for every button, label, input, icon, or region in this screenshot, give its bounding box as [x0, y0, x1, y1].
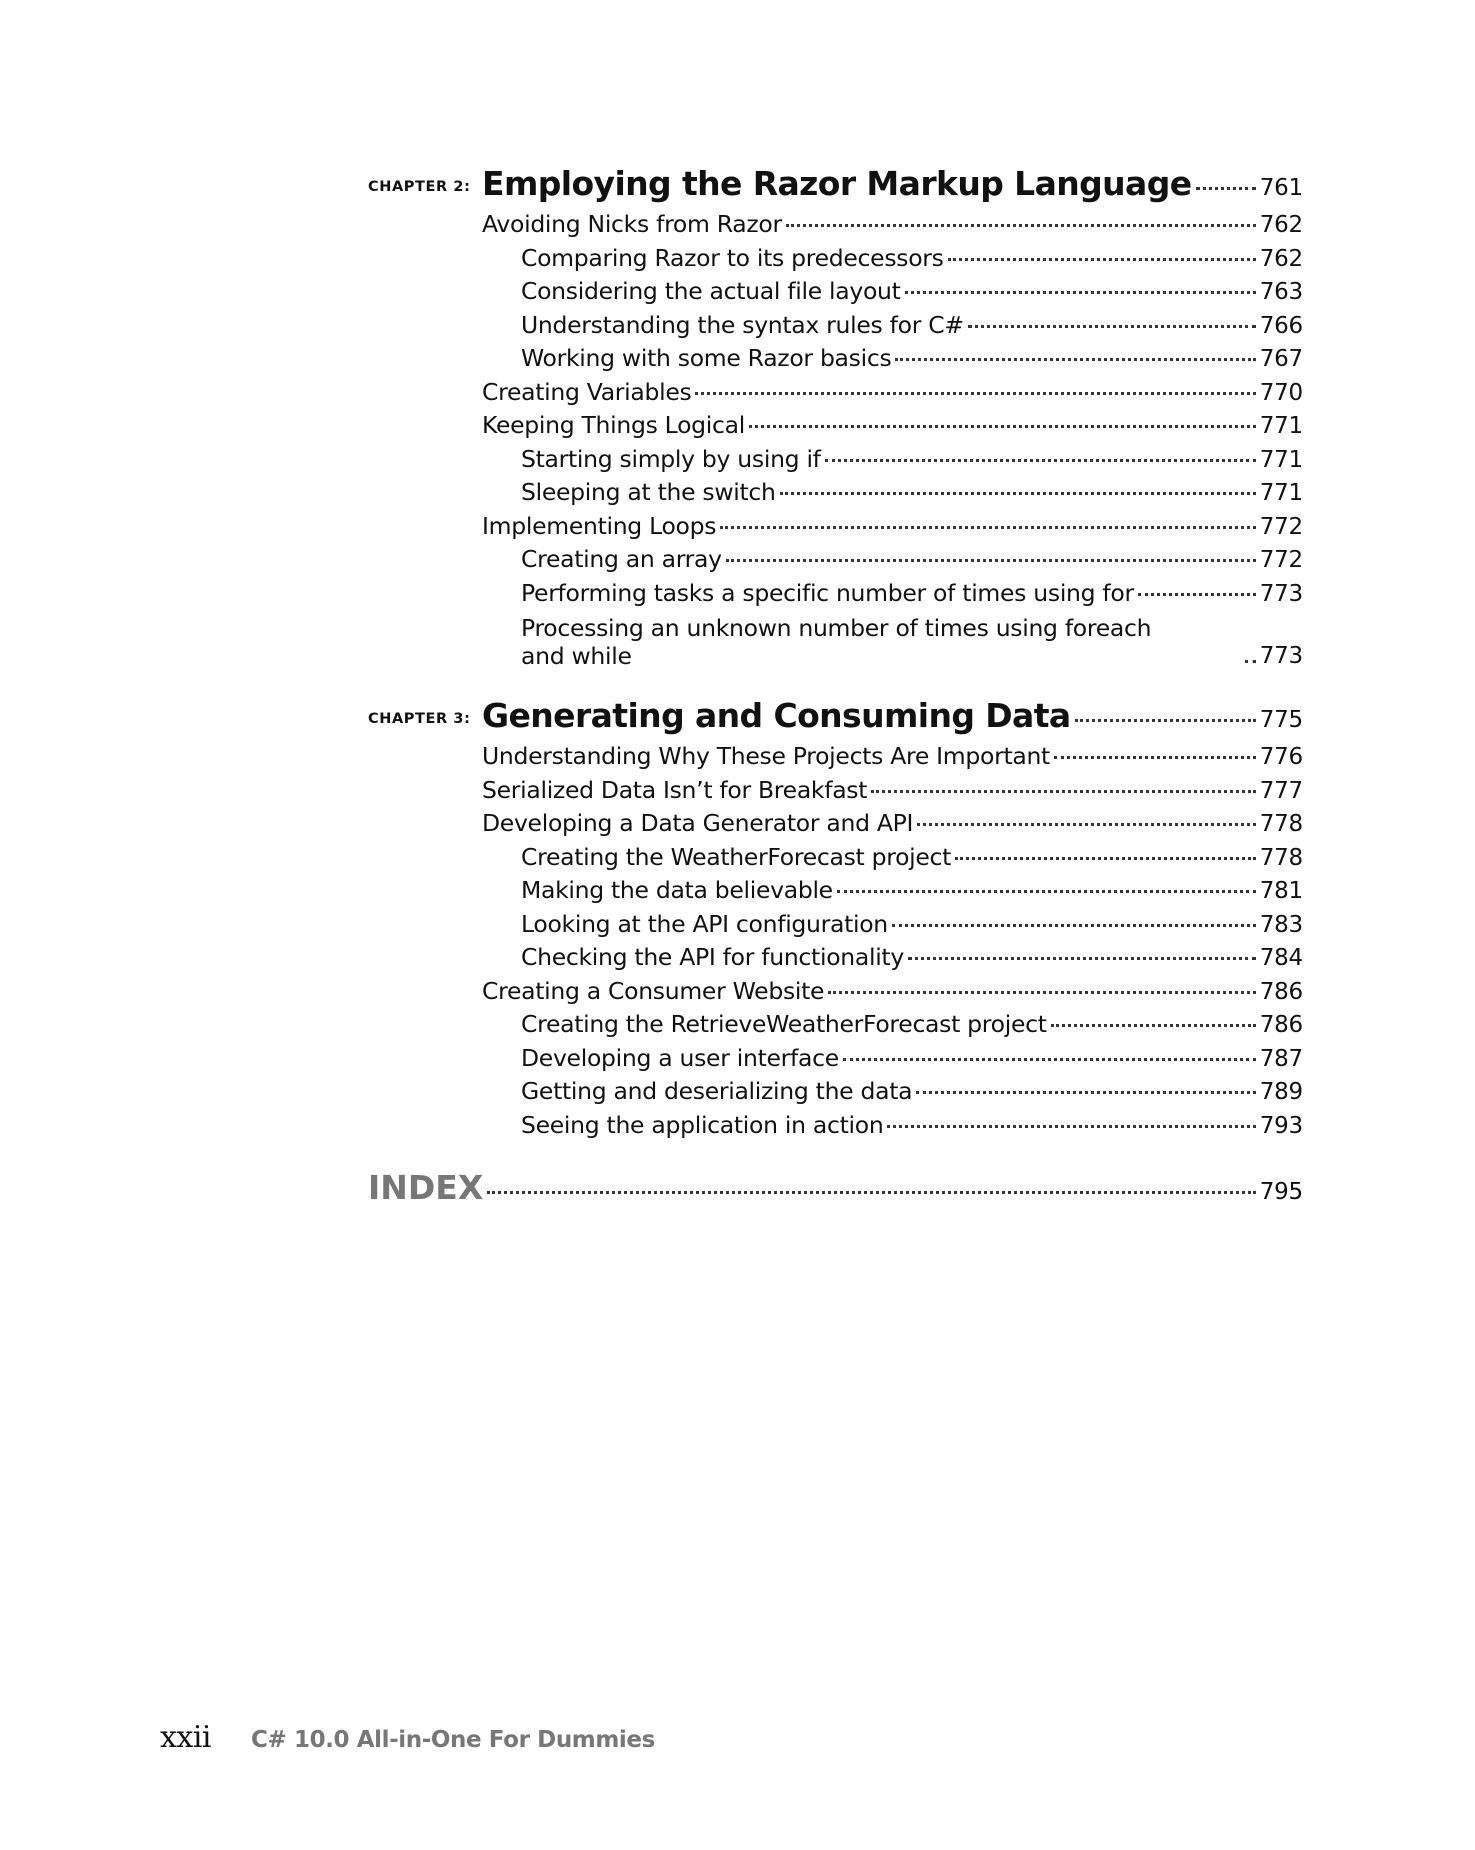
dot-leader: [895, 358, 1255, 361]
entry-title: Developing a Data Generator and API: [482, 809, 914, 837]
entry-title: Creating Variables: [482, 377, 692, 406]
toc-subentry[interactable]: [368, 543, 1303, 577]
toc-subentry[interactable]: [368, 443, 1303, 477]
dot-leader: [825, 459, 1256, 462]
entry-title: Getting and deserializing the data: [521, 1077, 913, 1105]
entry-title: Comparing Razor to its predecessors: [521, 243, 944, 272]
dot-leader: [917, 823, 1256, 826]
page-number: 772: [1259, 513, 1303, 540]
toc-subentry[interactable]: [368, 476, 1303, 510]
page-number: 778: [1259, 844, 1303, 871]
entry-title: Seeing the application in action: [521, 1110, 884, 1139]
chapter-3: [368, 694, 1303, 1142]
page-number: 771: [1259, 413, 1303, 439]
toc-entry[interactable]: [368, 740, 1303, 774]
entry-title: Creating a Consumer Website: [482, 976, 825, 1005]
page-number: 793: [1259, 1112, 1303, 1139]
dot-leader: [1196, 187, 1256, 190]
entry-title: Working with some Razor basics: [521, 344, 892, 372]
page-number: 762: [1259, 212, 1303, 238]
toc-subentry[interactable]: [368, 309, 1303, 343]
dot-leader: [887, 1125, 1255, 1128]
page-number: 787: [1259, 1045, 1303, 1072]
page-number: 771: [1259, 446, 1303, 473]
dot-leader: [726, 559, 1256, 562]
dot-leader: [916, 1091, 1255, 1094]
dot-leader: [968, 325, 1256, 328]
dot-leader: [955, 857, 1256, 860]
dot-leader: [786, 224, 1256, 227]
entry-title: Sleeping at the switch: [521, 478, 776, 506]
entry-title: Avoiding Nicks from Razor: [482, 210, 782, 238]
toc-subentry[interactable]: [368, 841, 1303, 875]
page-number: 771: [1259, 480, 1303, 506]
page-number: 773: [1259, 580, 1303, 607]
dot-leader: [948, 258, 1256, 261]
toc-subentry[interactable]: [368, 874, 1303, 908]
entry-title: Creating the WeatherForecast project: [521, 842, 952, 871]
page-number: 784: [1259, 945, 1303, 971]
entry-title: Performing tasks a specific number of times using for: [521, 578, 1134, 607]
dot-leader: [1245, 660, 1256, 663]
toc-subentry[interactable]: [368, 1075, 1303, 1109]
page-number: 783: [1259, 911, 1303, 938]
dot-leader: [892, 924, 1256, 927]
dot-leader: [780, 492, 1256, 495]
dot-leader: [749, 425, 1256, 428]
dot-leader: [1054, 756, 1256, 759]
entry-title: Looking at the API configuration: [521, 909, 888, 938]
table-of-contents: [368, 162, 1303, 1214]
toc-entry[interactable]: [368, 975, 1303, 1009]
page-number: 767: [1259, 346, 1303, 372]
entry-title-line-2: and while: [521, 642, 632, 670]
dot-leader: [828, 991, 1256, 994]
chapter-title: Generating and Consuming Data: [482, 696, 1071, 735]
page-footer: [160, 1720, 655, 1755]
entry-title: [521, 614, 1241, 670]
toc-subentry[interactable]: [368, 577, 1303, 611]
entry-title: Understanding the syntax rules for C#: [521, 310, 964, 339]
entry-title: Implementing Loops: [482, 511, 717, 540]
toc-entry[interactable]: [368, 208, 1303, 242]
page-number: 786: [1259, 978, 1303, 1005]
entry-title: Serialized Data Isn’t for Breakfast: [482, 775, 868, 804]
dot-leader: [1051, 1024, 1256, 1027]
entry-title-line-1: Processing an unknown number of times using foreach: [521, 614, 1152, 642]
toc-subentry[interactable]: [368, 1008, 1303, 1042]
dot-leader: [843, 1058, 1256, 1061]
entry-title: Starting simply by using if: [521, 444, 821, 473]
dot-leader: [487, 1191, 1255, 1194]
entry-title: Considering the actual file layout: [521, 277, 901, 305]
folio-page-number: xxii: [160, 1720, 212, 1755]
page-number: 770: [1259, 379, 1303, 406]
page-number: 781: [1259, 878, 1303, 904]
page-number: 778: [1259, 811, 1303, 837]
toc-entry[interactable]: [368, 510, 1303, 544]
page-number: 776: [1259, 744, 1303, 770]
dot-leader: [1075, 719, 1256, 722]
toc-entry[interactable]: [368, 409, 1303, 443]
page-number: 762: [1259, 245, 1303, 272]
dot-leader: [695, 392, 1255, 395]
page-number: 761: [1259, 175, 1303, 201]
chapter-number: CHAPTER 3:: [368, 711, 471, 727]
entry-title: Keeping Things Logical: [482, 411, 745, 439]
entry-title: Creating the RetrieveWeatherForecast project: [521, 1010, 1047, 1038]
dot-leader: [1138, 593, 1256, 596]
page-number: 786: [1259, 1012, 1303, 1038]
dot-leader: [871, 790, 1256, 793]
dot-leader: [720, 526, 1255, 529]
toc-subentry[interactable]: [368, 242, 1303, 276]
page-number: 795: [1259, 1179, 1303, 1205]
chapter-heading[interactable]: [368, 694, 1303, 740]
toc-subentry[interactable]: [368, 1109, 1303, 1143]
page-number: 775: [1259, 707, 1303, 733]
toc-subentry[interactable]: [368, 342, 1303, 376]
entry-title: Developing a user interface: [521, 1043, 839, 1072]
page-number: 789: [1259, 1079, 1303, 1105]
toc-subentry[interactable]: [368, 908, 1303, 942]
page-number: 766: [1259, 312, 1303, 339]
toc-subentry[interactable]: [368, 1042, 1303, 1076]
dot-leader: [905, 291, 1256, 294]
index-entry[interactable]: [368, 1168, 1303, 1214]
entry-title: Understanding Why These Projects Are Important: [482, 742, 1050, 770]
page-number: 777: [1259, 777, 1303, 804]
index-title: INDEX: [368, 1168, 484, 1207]
toc-subentry[interactable]: [368, 941, 1303, 975]
toc-entry[interactable]: [368, 807, 1303, 841]
toc-entry[interactable]: [368, 774, 1303, 808]
chapter-title: Employing the Razor Markup Language: [482, 164, 1192, 203]
entry-title: Creating an array: [521, 545, 722, 573]
running-book-title: C# 10.0 All-in-One For Dummies: [251, 1727, 655, 1753]
entry-title: Checking the API for functionality: [521, 943, 904, 971]
chapter-heading[interactable]: [368, 162, 1303, 208]
toc-entry[interactable]: [368, 376, 1303, 410]
dot-leader: [908, 957, 1256, 960]
chapter-2: [368, 162, 1303, 670]
page-number: 772: [1259, 547, 1303, 573]
toc-subentry[interactable]: [368, 275, 1303, 309]
page-number: 763: [1259, 279, 1303, 305]
toc-subentry[interactable]: [368, 610, 1303, 670]
page-number: 773: [1259, 643, 1303, 669]
entry-title: Making the data believable: [521, 876, 833, 904]
dot-leader: [837, 890, 1256, 893]
chapter-number: CHAPTER 2:: [368, 179, 471, 195]
